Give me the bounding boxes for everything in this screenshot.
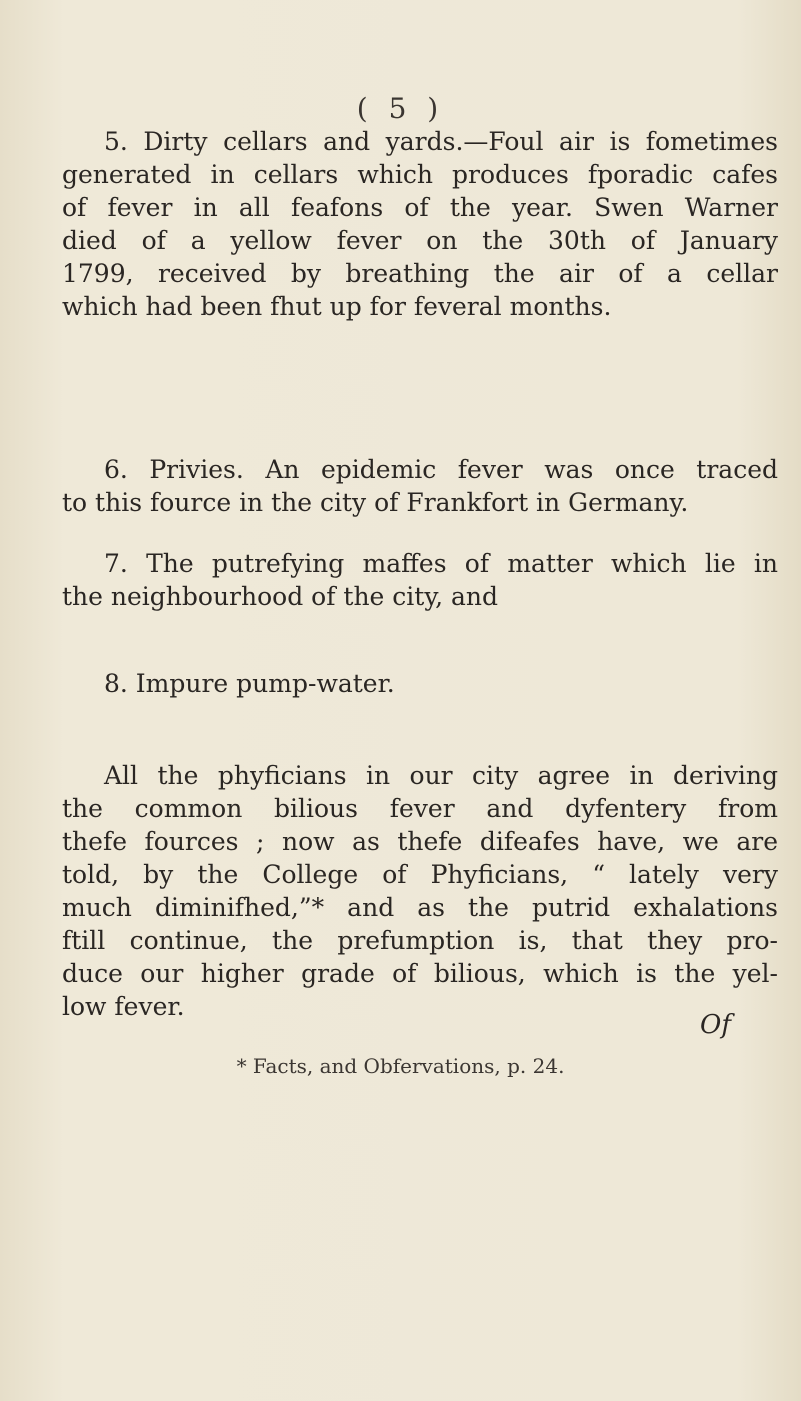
text-line: 5. Dirty cellars and yards.—Foul air is fometimes xyxy=(104,127,778,156)
text-line: 1799, received by breathing the air of a cellar xyxy=(62,259,778,288)
footnote: * Facts, and Obfervations, p. 24. xyxy=(236,1054,565,1078)
paragraph-5 xyxy=(62,125,778,323)
text-line: duce our higher grade of bilious, which is the yel- xyxy=(62,959,778,988)
text-line: 7. The putrefying maffes of matter which lie in xyxy=(104,549,778,578)
paragraph-7 xyxy=(62,547,778,613)
text-line: which had been fhut up for feveral months. xyxy=(62,292,612,321)
paragraph-8 xyxy=(62,667,778,700)
page-number-header: ( 5 ) xyxy=(356,92,445,125)
text-line: generated in cellars which produces fporadic cafes xyxy=(62,160,778,189)
text-line: All the phyficians in our city agree in deriving xyxy=(104,761,778,790)
text-line: to this fource in the city of Frankfort in Germany. xyxy=(62,488,689,517)
text-line: ftill continue, the prefumption is, that they pro- xyxy=(62,926,778,955)
text-line: the common bilious fever and dyfentery from xyxy=(62,794,778,823)
text-line: much diminifhed,”* and as the putrid exhalations xyxy=(62,893,778,922)
text-line: low fever. xyxy=(62,992,185,1021)
text-line: the neighbourhood of the city, and xyxy=(62,582,499,611)
text-line: told, by the College of Phyficians, “ lately very xyxy=(62,860,778,889)
text-line: died of a yellow fever on the 30th of January xyxy=(62,226,778,255)
text-line: of fever in all feafons of the year. Swen Warner xyxy=(62,193,778,222)
text-line: thefe fources ; now as thefe difeafes have, we are xyxy=(62,827,778,856)
text-line: 6. Privies. An epidemic fever was once traced xyxy=(104,455,778,484)
text-line: 8. Impure pump-water. xyxy=(104,669,395,698)
paragraph-6 xyxy=(62,453,778,519)
paragraph-discussion xyxy=(62,759,778,1023)
catchword: Of xyxy=(700,1010,731,1040)
